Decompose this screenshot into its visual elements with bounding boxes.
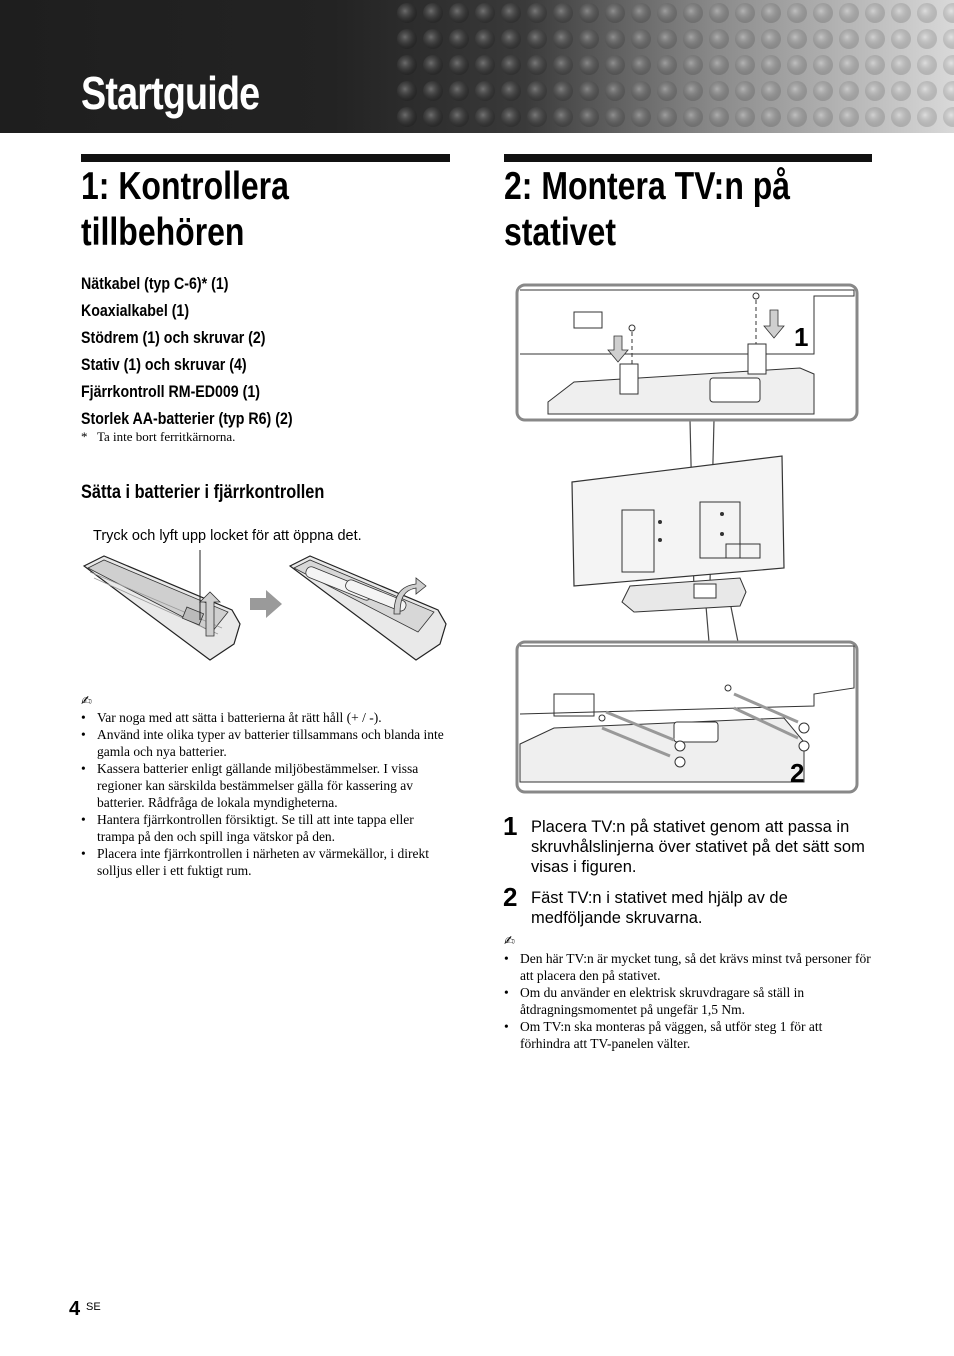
list-item: • Den här TV:n är mycket tung, så det krävs minst två personer för att placera den på stativet. (504, 950, 872, 984)
footnote-mark: * (81, 429, 88, 444)
step-number: 1 (503, 811, 518, 841)
page-title: Startguide (81, 67, 260, 119)
list-item: • Kassera batterier enligt gällande miljöbestämmelser. I vissa regioner kan särskilda bestämmelser gälla för kassering av batterier. Rådfråga de lokala myndigheterna. (81, 760, 453, 811)
accessory-item: Storlek AA-batterier (typ R6) (2) (81, 410, 293, 428)
mounting-notes-list (504, 950, 872, 1052)
remote-closed-icon (84, 556, 240, 660)
page-number: 4 (69, 1298, 81, 1320)
footnote-text: Ta inte bort ferritkärnorna. (97, 429, 236, 444)
remote-open-icon (290, 556, 446, 660)
page-suffix: SE (86, 1301, 101, 1313)
step-text: Placera TV:n på stativet genom att passa in skruvhålslinjerna över stativet på det sätt som visas i figuren. (531, 818, 865, 876)
step-text: Fäst TV:n i stativet med hjälp av de medföljande skruvarna. (531, 889, 788, 927)
section2-title-line2: stativet (504, 211, 616, 254)
footnote (81, 429, 235, 445)
accessory-item: Stödrem (1) och skruvar (2) (81, 329, 266, 347)
next-step-arrow-icon (250, 590, 282, 618)
tv-stand-illustration (514, 282, 862, 798)
list-item: • Hantera fjärrkontrollen försiktigt. Se till att inte tappa eller trampa på den och spill inga vätskor på den. (81, 811, 453, 845)
list-item: • Var noga med att sätta i batterierna åt rätt håll (+ / -). (81, 709, 453, 726)
list-item: • Om TV:n ska monteras på väggen, så utför steg 1 för att förhindra att TV-panelen välter. (504, 1018, 872, 1052)
tv-back-view (572, 456, 784, 612)
list-item: • Placera inte fjärrkontrollen i närheten av värmekällor, i direkt solljus eller i ett fuktigt rum. (81, 845, 453, 879)
accessory-item: Fjärrkontroll RM-ED009 (1) (81, 383, 260, 401)
section1-title-line1: 1: Kontrollera (81, 165, 289, 208)
accessory-list (81, 271, 327, 433)
note-pencil-icon: ✍ (504, 934, 515, 949)
battery-heading: Sätta i batterier i fjärrkontrollen (81, 482, 325, 503)
section1-title-line2: tillbehören (81, 211, 245, 254)
list-item: • Om du använder en elektrisk skruvdragare så ställ in åtdragningsmomentet på ungefär 1,5 Nm. (504, 984, 872, 1018)
detail-panel-top (517, 285, 857, 420)
accessory-item: Stativ (1) och skruvar (4) (81, 356, 247, 374)
battery-notes-list (81, 709, 453, 879)
remote-battery-illustration (82, 548, 452, 670)
header-band (0, 0, 954, 133)
detail-panel-bottom (517, 642, 857, 792)
figure-label-2: 2 (790, 758, 805, 788)
section1-rule (81, 154, 450, 162)
accessory-item: Nätkabel (typ C-6)* (1) (81, 275, 229, 293)
figure-label-1: 1 (794, 322, 809, 352)
note-pencil-icon: ✍ (81, 694, 92, 709)
section2-title-line1: 2: Montera TV:n på (504, 165, 791, 208)
accessory-item: Koaxialkabel (1) (81, 302, 190, 320)
section2-rule (504, 154, 872, 162)
battery-caption: Tryck och lyft upp locket för att öppna det. (93, 528, 362, 544)
step-number: 2 (503, 882, 518, 912)
list-item: • Använd inte olika typer av batterier tillsammans och blanda inte gamla och nya batterier. (81, 726, 453, 760)
header-dot-pattern (394, 0, 954, 133)
